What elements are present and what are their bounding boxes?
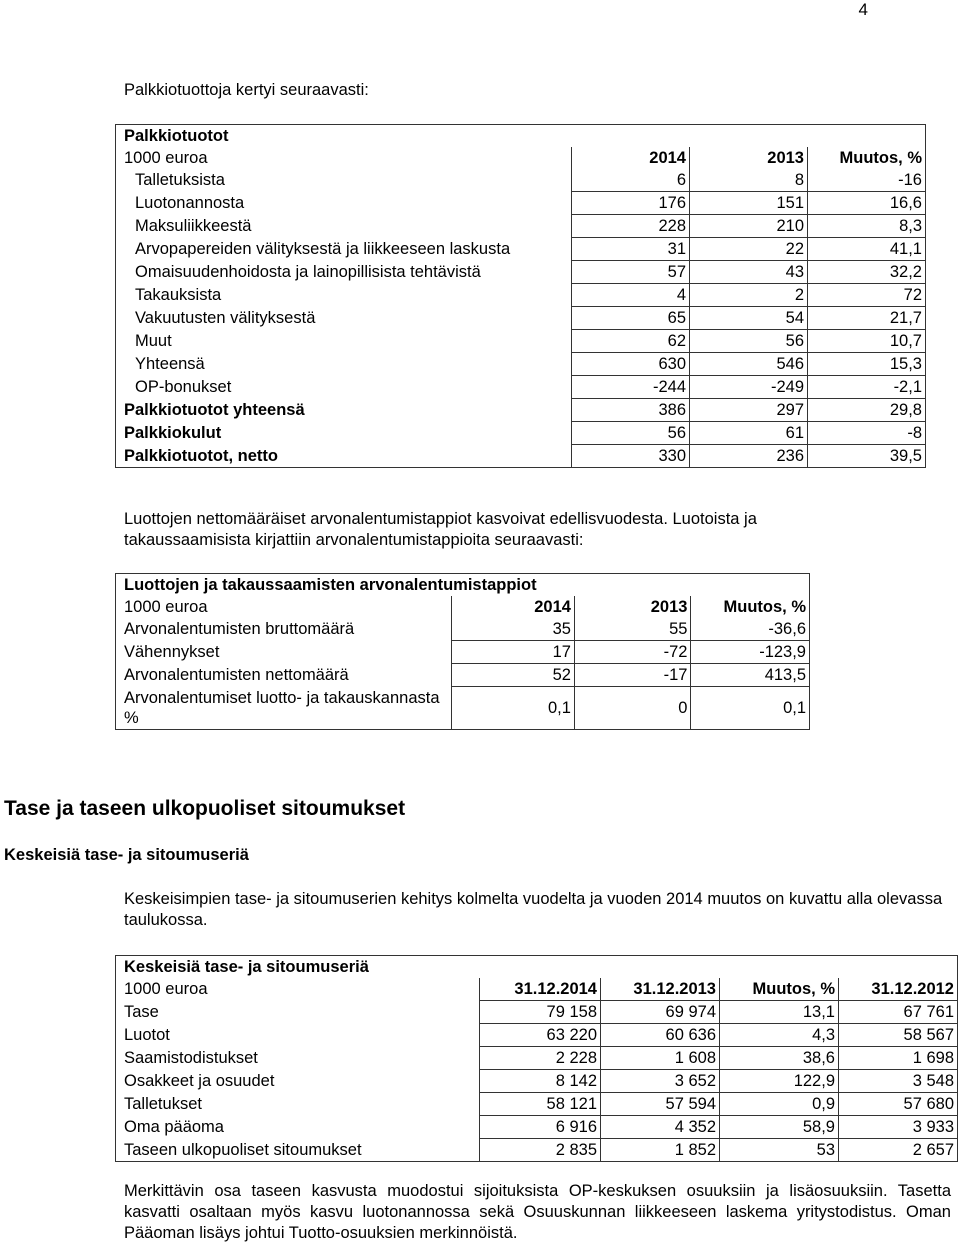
table-row: Talletuksista 6 8 -16 (116, 169, 926, 192)
loans-paragraph: Luottojen nettomääräiset arvonalentumistappiot kasvoivat edellisvuodesta. Luotoista ja takaussaamisista kirjattiin arvonalentumistappioita seuraavasti: (124, 510, 757, 549)
table-row: Palkkiotuotot, netto 330 236 39,5 (116, 445, 926, 468)
section-heading: Tase ja taseen ulkopuoliset sitoumukset (4, 797, 406, 820)
fees-table (115, 124, 926, 468)
table-row: Palkkiotuotot yhteensä 386 297 29,8 (116, 399, 926, 422)
provisions-table (115, 573, 810, 730)
provisions-table-title: Luottojen ja takaussaamisten arvonalentumistappiot (124, 576, 537, 594)
table-row: Oma pääoma 6 916 4 352 58,9 3 933 (116, 1116, 958, 1139)
table-row: Takauksista 4 2 72 (116, 284, 926, 307)
column-header: 31.12.2013 (601, 978, 720, 1001)
table-row: OP-bonukset -244 -249 -2,1 (116, 376, 926, 399)
table-row: Palkkiokulut 56 61 -8 (116, 422, 926, 445)
page-number: 4 (858, 0, 868, 19)
table-row: Vähennykset 17 -72 -123,9 (116, 641, 810, 664)
column-header: 2013 (574, 596, 691, 618)
table-row: Maksuliikkeestä 228 210 8,3 (116, 215, 926, 238)
table-row: Saamistodistukset 2 228 1 608 38,6 1 698 (116, 1047, 958, 1070)
table-row: Arvopapereiden välityksestä ja liikkeeseen laskusta 31 22 41,1 (116, 238, 926, 261)
table-row: Luotot 63 220 60 636 4,3 58 567 (116, 1024, 958, 1047)
table-row: Osakkeet ja osuudet 8 142 3 652 122,9 3 548 (116, 1070, 958, 1093)
balance-table (115, 955, 958, 1162)
column-header: 2014 (572, 147, 690, 169)
balance-table-unit: 1000 euroa (124, 980, 208, 999)
column-header: 2013 (690, 147, 808, 169)
table-row: Taseen ulkopuoliset sitoumukset 2 835 1 852 53 2 657 (116, 1139, 958, 1162)
column-header: 31.12.2012 (839, 978, 958, 1001)
table-row: Arvonalentumiset luotto- ja takauskannasta % 0,1 0 0,1 (116, 687, 810, 730)
table-row: Luotonannosta 176 151 16,6 (116, 192, 926, 215)
final-paragraph: Merkittävin osa taseen kasvusta muodostui sijoituksista OP-keskuksen osuuksiin ja lisäosuuksiin. Tasetta kasvatti osaltaan myös kasvu luotonannossa sekä Osuuskunnan liikkeeseen laskema yritystodistus. Oman Pääoman lisäys johtui Tuotto-osuuksien merkinnöistä. (124, 1182, 951, 1242)
table-row: Tase 79 158 69 974 13,1 67 761 (116, 1001, 958, 1024)
balance-table-title: Keskeisiä tase- ja sitoumuseriä (124, 958, 369, 976)
table-row: Muut 62 56 10,7 (116, 330, 926, 353)
table-row: Talletukset 58 121 57 594 0,9 57 680 (116, 1093, 958, 1116)
table-row: Arvonalentumisten bruttomäärä 35 55 -36,6 (116, 618, 810, 641)
column-header: Muutos, % (808, 147, 926, 169)
table-row: Omaisuudenhoidosta ja lainopillisista tehtävistä 57 43 32,2 (116, 261, 926, 284)
table-row: Arvonalentumisten nettomäärä 52 -17 413,5 (116, 664, 810, 687)
intro-text: Palkkiotuottoja kertyi seuraavasti: (124, 81, 369, 99)
fees-table-title: Palkkiotuotot (124, 127, 229, 145)
subsection-heading: Keskeisiä tase- ja sitoumuseriä (4, 846, 249, 864)
key-paragraph: Keskeisimpien tase- ja sitoumuserien kehitys kolmelta vuodelta ja vuoden 2014 muutos on kuvattu alla olevassa taulukossa. (124, 890, 943, 929)
fees-table-unit: 1000 euroa (124, 149, 208, 167)
column-header: Muutos, % (691, 596, 810, 618)
provisions-table-unit: 1000 euroa (124, 598, 208, 616)
column-header: 31.12.2014 (480, 978, 601, 1001)
table-row: Vakuutusten välityksestä 65 54 21,7 (116, 307, 926, 330)
table-row: Yhteensä 630 546 15,3 (116, 353, 926, 376)
column-header: Muutos, % (720, 978, 839, 1001)
column-header: 2014 (452, 596, 575, 618)
